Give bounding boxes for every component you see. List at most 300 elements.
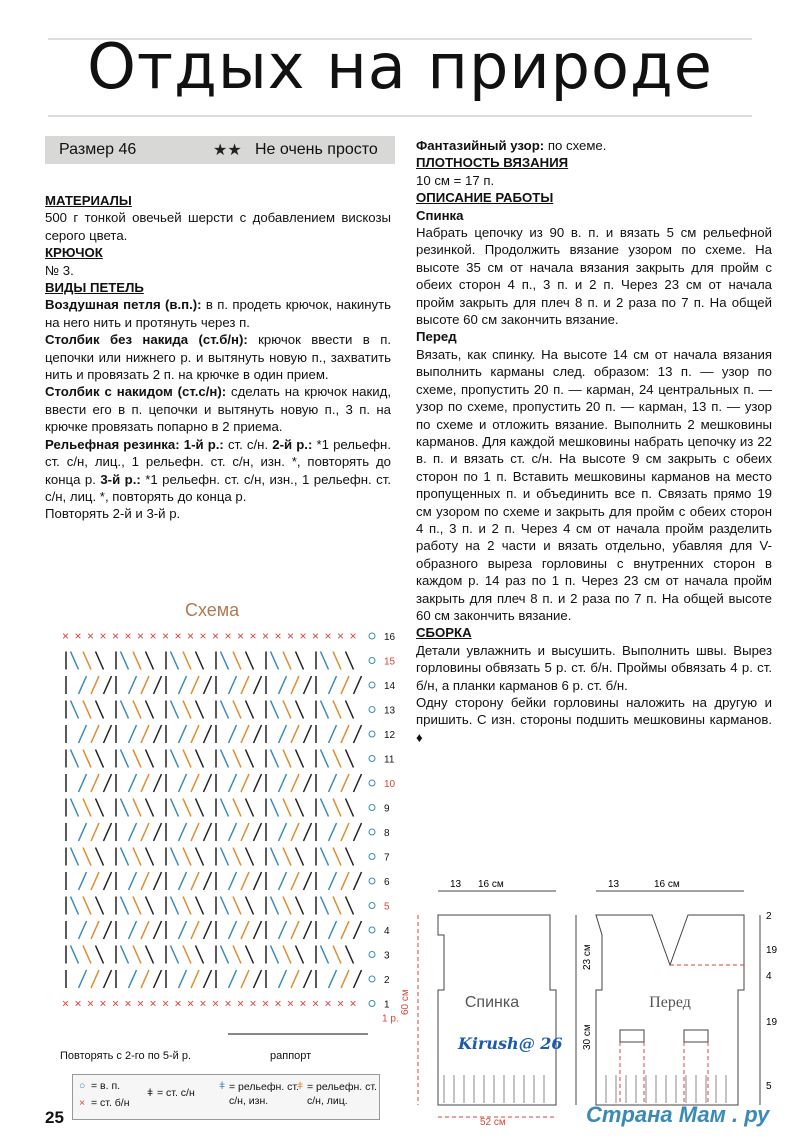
chart-stitch-symbol bbox=[154, 872, 162, 890]
chart-sc-symbol: × bbox=[199, 996, 207, 1011]
chart-row-number: 5 bbox=[384, 901, 390, 913]
chart-stitch-symbol bbox=[279, 774, 287, 792]
chart-stitch-symbol bbox=[241, 970, 249, 988]
chart-chain-symbol bbox=[369, 682, 375, 688]
chart-stitch-symbol bbox=[291, 774, 299, 792]
chart-sc-symbol: × bbox=[287, 629, 295, 643]
chart-stitch-symbol bbox=[71, 799, 79, 817]
chart-stitch-symbol bbox=[71, 652, 79, 670]
page-title: Отдых на природе bbox=[87, 30, 713, 103]
chart-stitch-symbol bbox=[333, 799, 341, 817]
chart-sc-symbol: × bbox=[199, 629, 207, 643]
chart-stitch-symbol bbox=[321, 946, 329, 964]
chart-stitch-symbol bbox=[246, 750, 254, 768]
chart-sc-symbol: × bbox=[299, 996, 307, 1011]
chart-stitch-symbol bbox=[341, 872, 349, 890]
rib-para bbox=[45, 436, 391, 506]
difficulty-stars-icon: ★★ bbox=[213, 142, 242, 159]
chart-stitch-symbol bbox=[191, 676, 199, 694]
chart-stitch-symbol bbox=[91, 823, 99, 841]
chart-stitch-symbol bbox=[204, 676, 212, 694]
chart-stitch-symbol bbox=[233, 652, 241, 670]
chart-sc-symbol: × bbox=[149, 996, 157, 1011]
chart-stitch-symbol bbox=[346, 799, 354, 817]
chart-stitch-symbol bbox=[279, 970, 287, 988]
chart-stitch-symbol bbox=[104, 774, 112, 792]
chart-sc-symbol: × bbox=[287, 996, 295, 1011]
assembly-text-1: Детали увлажнить и высушить. Выполнить швы. Вырез горловины обвязать 5 р. ст. б/н. Проймы обвязать 4 р. ст. б/н, а планки карманов 6 р. ст. б/н. bbox=[416, 642, 772, 693]
chart-stitch-symbol bbox=[171, 799, 179, 817]
chart-stitch-symbol bbox=[179, 823, 187, 841]
chart-stitch-symbol bbox=[341, 676, 349, 694]
chart-stitch-symbol bbox=[204, 823, 212, 841]
chart-stitch-symbol bbox=[141, 970, 149, 988]
chart-stitch-symbol bbox=[121, 652, 129, 670]
chart-stitch-symbol bbox=[204, 774, 212, 792]
legend-sc: = ст. б/н bbox=[91, 1097, 130, 1109]
chart-stitch-symbol bbox=[191, 872, 199, 890]
chart-stitch-symbol bbox=[179, 774, 187, 792]
chart-stitch-symbol bbox=[91, 725, 99, 743]
chart-stitch-symbol bbox=[191, 774, 199, 792]
chart-stitch-symbol bbox=[246, 946, 254, 964]
chart-sc-symbol: × bbox=[324, 629, 332, 643]
chart-stitch-symbol bbox=[341, 970, 349, 988]
size-bar bbox=[45, 136, 395, 164]
chart-stitch-symbol bbox=[121, 848, 129, 866]
chart-stitch-symbol bbox=[146, 652, 154, 670]
chart-sc-symbol: × bbox=[87, 996, 95, 1011]
chart-stitch-symbol bbox=[254, 725, 262, 743]
sc-legend-icon: × bbox=[79, 1097, 86, 1109]
chart-stitch-symbol bbox=[329, 676, 337, 694]
chart-stitch-symbol bbox=[229, 823, 237, 841]
chart-stitch-symbol bbox=[141, 921, 149, 939]
chart-stitch-symbol bbox=[183, 799, 191, 817]
chart-stitch-symbol bbox=[196, 750, 204, 768]
chart-stitch-symbol bbox=[279, 725, 287, 743]
chart-stitch-symbol bbox=[83, 848, 91, 866]
chart-sc-symbol: × bbox=[99, 996, 107, 1011]
chart-sc-symbol: × bbox=[62, 996, 70, 1011]
chart-sc-symbol: × bbox=[174, 996, 182, 1011]
chart-stitch-symbol bbox=[304, 970, 312, 988]
sc-stitch-para bbox=[45, 331, 391, 383]
fancy-para bbox=[416, 137, 772, 154]
chart-stitch-symbol bbox=[279, 676, 287, 694]
chart-stitch-symbol bbox=[279, 921, 287, 939]
chart-stitch-symbol bbox=[354, 872, 362, 890]
chart-stitch-symbol bbox=[83, 799, 91, 817]
chart-stitch-symbol bbox=[341, 823, 349, 841]
chart-stitch-symbol bbox=[354, 725, 362, 743]
chart-row-number: 9 bbox=[384, 803, 390, 815]
chart-stitch-symbol bbox=[104, 823, 112, 841]
chart-row-number: 3 bbox=[384, 950, 390, 962]
chart-stitch-symbol bbox=[329, 970, 337, 988]
chart-sc-symbol: × bbox=[124, 629, 132, 643]
chart-row-number: 13 bbox=[384, 705, 396, 717]
chart-stitch-symbol bbox=[71, 701, 79, 719]
crochet-chart bbox=[38, 622, 408, 1042]
chart-stitch-symbol bbox=[183, 652, 191, 670]
chart-stitch-symbol bbox=[154, 970, 162, 988]
chart-stitch-symbol bbox=[221, 701, 229, 719]
gauge-text: 10 см = 17 п. bbox=[416, 172, 495, 188]
chart-stitch-symbol bbox=[146, 848, 154, 866]
materials-heading: МАТЕРИАЛЫ bbox=[45, 193, 132, 208]
dim-right-2: 19 bbox=[766, 945, 778, 956]
rib-text-3: *1 рельефн. ст. с/н, изн., 1 рельефн. ст. с/н, лиц. *, повторять до конца р. bbox=[45, 471, 391, 504]
chart-stitch-symbol bbox=[221, 750, 229, 768]
chart-stitch-symbol bbox=[154, 823, 162, 841]
chart-row-number: 4 bbox=[384, 926, 390, 937]
chart-stitch-symbol bbox=[129, 872, 137, 890]
relief-purl-legend-icon: ǂ bbox=[219, 1080, 226, 1092]
rapport-label: раппорт bbox=[270, 1050, 312, 1062]
chart-stitch-symbol bbox=[171, 750, 179, 768]
chart-stitch-symbol bbox=[79, 774, 87, 792]
chart-stitch-symbol bbox=[171, 652, 179, 670]
back-text: Набрать цепочку из 90 в. п. и вязать 5 см рельефной резинкой. Продолжить вязание узором по схеме. На высоте 35 см от начала вязания закрыть для пройм с обеих сторон 4 п., 3 п. и 2 п. Через 23 см от начала пройм закрыть для плеч 8 п. и 2 раза по 7 п. На общей высоте 60 см закончить вязание. bbox=[416, 225, 772, 328]
chart-stitch-symbol bbox=[254, 921, 262, 939]
chart-stitch-symbol bbox=[333, 750, 341, 768]
chart-stitch-symbol bbox=[271, 799, 279, 817]
chart-stitch-symbol bbox=[341, 774, 349, 792]
chart-stitch-symbol bbox=[129, 725, 137, 743]
chart-stitch-symbol bbox=[241, 921, 249, 939]
hook-heading: КРЮЧОК bbox=[45, 245, 103, 261]
chart-stitch-symbol bbox=[246, 652, 254, 670]
watermark: Страна Мам . ру bbox=[586, 1102, 770, 1127]
chart-stitch-symbol bbox=[204, 725, 212, 743]
dc-legend-icon: ǂ bbox=[147, 1087, 154, 1099]
rib-text-1: ст. с/н. bbox=[223, 436, 273, 452]
dim-height: 60 см bbox=[400, 989, 411, 1015]
chart-stitch-symbol bbox=[96, 848, 104, 866]
chart-stitch-symbol bbox=[354, 823, 362, 841]
chart-sc-symbol: × bbox=[174, 629, 182, 643]
sc-term: Столбик без накида (ст.б/н): bbox=[45, 332, 248, 348]
chain-legend-icon: ○ bbox=[79, 1080, 86, 1092]
chart-stitch-symbol bbox=[71, 750, 79, 768]
chart-stitch-symbol bbox=[346, 750, 354, 768]
chart-stitch-symbol bbox=[191, 823, 199, 841]
chart-stitch-symbol bbox=[104, 676, 112, 694]
legend-chain: = в. п. bbox=[91, 1080, 121, 1092]
chart-stitch-symbol bbox=[96, 652, 104, 670]
dim-right-1: 2 bbox=[766, 911, 772, 922]
back-label: Спинка bbox=[464, 994, 520, 1011]
chart-sc-symbol: × bbox=[262, 629, 270, 643]
chart-stitch-symbol bbox=[304, 823, 312, 841]
chart-chain-symbol bbox=[369, 633, 375, 639]
chart-stitch-symbol bbox=[146, 897, 154, 915]
chart-sc-symbol: × bbox=[74, 996, 82, 1011]
chart-stitch-symbol bbox=[79, 725, 87, 743]
chart-stitch-symbol bbox=[121, 701, 129, 719]
chart-stitch-symbol bbox=[71, 946, 79, 964]
red-dimension-lines bbox=[418, 915, 744, 1117]
chart-stitch-symbol bbox=[241, 725, 249, 743]
chart-stitch-symbol bbox=[133, 701, 141, 719]
chart-chain-symbol bbox=[369, 878, 375, 884]
chart-stitch-symbol bbox=[129, 676, 137, 694]
chart-stitch-symbol bbox=[121, 946, 129, 964]
chart-stitch-symbol bbox=[346, 652, 354, 670]
chart-stitch-symbol bbox=[196, 848, 204, 866]
chart-stitch-symbol bbox=[346, 897, 354, 915]
chart-stitch-symbol bbox=[354, 676, 362, 694]
chart-stitch-symbol bbox=[271, 750, 279, 768]
chart-stitch-symbol bbox=[291, 921, 299, 939]
chart-stitch-symbol bbox=[154, 921, 162, 939]
chart-row-number: 8 bbox=[384, 828, 390, 839]
chart-sc-symbol: × bbox=[349, 629, 357, 643]
chart-stitch-symbol bbox=[296, 946, 304, 964]
chart-chain-symbol bbox=[369, 1001, 375, 1007]
chart-stitch-symbol bbox=[196, 946, 204, 964]
chart-stitch-symbol bbox=[333, 946, 341, 964]
signature: Kirush@ 26 bbox=[458, 1034, 563, 1053]
fancy-term: Фантазийный узор: bbox=[416, 138, 545, 153]
back-heading: Спинка bbox=[416, 207, 464, 223]
chart-stitch-symbol bbox=[183, 848, 191, 866]
chart-stitch-symbol bbox=[196, 701, 204, 719]
chart-sc-symbol: × bbox=[312, 629, 320, 643]
relief-knit-legend-icon: ǂ bbox=[297, 1080, 304, 1092]
chart-stitch-symbol bbox=[321, 750, 329, 768]
chart-stitch-symbol bbox=[146, 750, 154, 768]
chart-stitch-symbol bbox=[83, 897, 91, 915]
chart-stitch-symbol bbox=[291, 872, 299, 890]
chart-sc-symbol: × bbox=[87, 629, 95, 643]
chart-chain-symbol bbox=[369, 952, 375, 958]
chart-stitch-symbol bbox=[91, 921, 99, 939]
chart-stitch-symbol bbox=[96, 946, 104, 964]
chart-stitch-symbol bbox=[229, 725, 237, 743]
chart-stitch-symbol bbox=[233, 701, 241, 719]
chart-stitch-symbol bbox=[133, 750, 141, 768]
chart-stitch-symbol bbox=[141, 725, 149, 743]
chart-chain-symbol bbox=[369, 976, 375, 982]
chart-stitch-symbol bbox=[204, 970, 212, 988]
chart-stitch-symbol bbox=[271, 701, 279, 719]
chart-stitch-symbol bbox=[179, 725, 187, 743]
chart-row-number: 10 bbox=[384, 779, 396, 790]
rib-row-2: 2-й р.: bbox=[272, 436, 313, 452]
chart-stitch-symbol bbox=[133, 848, 141, 866]
chart-stitch-symbol bbox=[129, 774, 137, 792]
schema-title: Схема bbox=[185, 600, 240, 620]
chart-stitch-symbol bbox=[221, 848, 229, 866]
chart-stitch-symbol bbox=[279, 872, 287, 890]
dim-right-4: 19 bbox=[766, 1017, 778, 1028]
chart-chain-symbol bbox=[369, 756, 375, 762]
chart-stitch-symbol bbox=[283, 946, 291, 964]
chart-sc-symbol: × bbox=[62, 629, 70, 643]
chart-stitch-symbol bbox=[283, 848, 291, 866]
chart-stitch-symbol bbox=[171, 701, 179, 719]
sc-text: крючок ввести в п. цепочки или нижнего р. и вытянуть новую п., захватить нить и провязать 2 п. на крючке в один прием. bbox=[45, 332, 392, 383]
chart-stitch-symbol bbox=[321, 701, 329, 719]
chart-stitch-symbol bbox=[91, 872, 99, 890]
chart-stitch-symbol bbox=[121, 897, 129, 915]
chart-stitch-symbol bbox=[229, 774, 237, 792]
chart-chain-symbol bbox=[369, 780, 375, 786]
chart-sc-symbol: × bbox=[187, 996, 195, 1011]
left-pocket bbox=[620, 1030, 644, 1042]
chart-stitch-symbol bbox=[141, 823, 149, 841]
chart-chain-symbol bbox=[369, 854, 375, 860]
chart-stitch-symbol bbox=[71, 897, 79, 915]
chart-sc-symbol: × bbox=[274, 629, 282, 643]
chart-stitch-symbol bbox=[246, 701, 254, 719]
dim-width: 52 см bbox=[480, 1117, 506, 1125]
chart-chain-symbol bbox=[369, 829, 375, 835]
chart-stitch-symbol bbox=[241, 774, 249, 792]
chart-stitch-symbol bbox=[283, 897, 291, 915]
chart-stitch-symbol bbox=[246, 897, 254, 915]
chart-stitch-symbol bbox=[146, 799, 154, 817]
legend-relief-purl: = рельефн. ст. с/н, изн. bbox=[229, 1081, 299, 1107]
chart-stitch-symbol bbox=[154, 725, 162, 743]
chart-stitch-symbol bbox=[83, 701, 91, 719]
chart-sc-symbol: × bbox=[249, 996, 257, 1011]
chart-stitch-symbol bbox=[83, 750, 91, 768]
chart-stitch-symbol bbox=[329, 774, 337, 792]
chart-stitch-symbol bbox=[96, 799, 104, 817]
chart-stitch-symbol bbox=[229, 970, 237, 988]
chart-chain-symbol bbox=[369, 658, 375, 664]
chart-stitch-symbol bbox=[121, 799, 129, 817]
chart-stitch-symbol bbox=[91, 774, 99, 792]
chart-sc-symbol: × bbox=[262, 996, 270, 1011]
chart-stitch-symbol bbox=[171, 848, 179, 866]
chart-stitch-symbol bbox=[329, 921, 337, 939]
chart-stitch-symbol bbox=[296, 897, 304, 915]
chart-stitch-symbol bbox=[146, 701, 154, 719]
chart-stitch-symbol bbox=[83, 946, 91, 964]
chart-stitch-symbol bbox=[283, 652, 291, 670]
chart-stitch-symbol bbox=[79, 676, 87, 694]
chart-stitch-symbol bbox=[229, 676, 237, 694]
chart-stitch-symbol bbox=[154, 676, 162, 694]
size-label: Размер 46 bbox=[59, 141, 137, 158]
chart-stitch-symbol bbox=[204, 921, 212, 939]
chart-sc-symbol: × bbox=[137, 996, 145, 1011]
page-number: 25 bbox=[45, 1108, 64, 1127]
chart-stitch-symbol bbox=[271, 848, 279, 866]
chart-sc-symbol: × bbox=[112, 996, 120, 1011]
pattern-diagram bbox=[400, 875, 800, 1125]
assembly-heading: СБОРКА bbox=[416, 625, 472, 641]
dim-upper: 23 см bbox=[582, 944, 593, 970]
hook-text: № 3. bbox=[45, 262, 74, 278]
chart-stitch-symbol bbox=[296, 652, 304, 670]
chart-stitch-symbol bbox=[321, 799, 329, 817]
chart-stitch-symbol bbox=[221, 652, 229, 670]
chart-stitch-symbol bbox=[79, 970, 87, 988]
chart-stitch-symbol bbox=[183, 701, 191, 719]
chart-stitch-symbol bbox=[279, 823, 287, 841]
chart-first-row-label: 1 р. bbox=[382, 1013, 399, 1025]
stitches-heading: ВИДЫ ПЕТЕЛЬ bbox=[45, 280, 144, 296]
chart-sc-symbol: × bbox=[349, 996, 357, 1011]
chart-stitch-symbol bbox=[183, 946, 191, 964]
chart-stitch-symbol bbox=[291, 970, 299, 988]
chart-stitch-symbol bbox=[321, 652, 329, 670]
chart-stitch-symbol bbox=[129, 970, 137, 988]
chart-stitch-symbol bbox=[191, 725, 199, 743]
dim-top-front-1: 13 bbox=[608, 879, 620, 890]
chart-stitch-symbol bbox=[333, 652, 341, 670]
dim-right-5: 5 bbox=[766, 1081, 772, 1092]
chart-stitch-symbol bbox=[133, 946, 141, 964]
dim-lower: 30 см bbox=[582, 1024, 593, 1050]
chart-stitch-symbol bbox=[233, 750, 241, 768]
chart-stitch-symbol bbox=[183, 750, 191, 768]
chart-stitch-symbol bbox=[291, 676, 299, 694]
chart-stitch-symbol bbox=[333, 848, 341, 866]
chart-stitch-symbol bbox=[241, 872, 249, 890]
chart-stitch-symbol bbox=[329, 823, 337, 841]
dim-right-3: 4 bbox=[766, 971, 772, 982]
chart-stitch-symbol bbox=[121, 750, 129, 768]
chart-stitch-symbol bbox=[221, 946, 229, 964]
assembly-text-2: Одну сторону бейки горловины наложить на другую и пришить. С изн. стороны подшить мешковины карманов. ♦ bbox=[416, 695, 772, 745]
chart-stitch-symbol bbox=[104, 921, 112, 939]
chart-stitch-symbol bbox=[196, 652, 204, 670]
gauge-heading: ПЛОТНОСТЬ ВЯЗАНИЯ bbox=[416, 155, 569, 171]
chart-sc-symbol: × bbox=[312, 996, 320, 1011]
materials-text: 500 г тонкой овечьей шерсти с добавлением вискозы серого цвета. bbox=[45, 210, 391, 243]
chart-sc-symbol: × bbox=[149, 629, 157, 643]
chart-row-number: 16 bbox=[384, 632, 396, 643]
chart-stitch-symbol bbox=[104, 725, 112, 743]
chart-stitch-symbol bbox=[104, 970, 112, 988]
chart-stitch-symbol bbox=[296, 799, 304, 817]
chart-stitch-symbol bbox=[221, 897, 229, 915]
chart-sc-symbol: × bbox=[162, 629, 170, 643]
fancy-text: по схеме. bbox=[544, 138, 607, 153]
chart-stitch-symbol bbox=[291, 725, 299, 743]
chart-sc-symbol: × bbox=[324, 996, 332, 1011]
chart-stitch-symbol bbox=[254, 774, 262, 792]
chart-sc-symbol: × bbox=[299, 629, 307, 643]
chart-stitch-symbol bbox=[254, 970, 262, 988]
chart-stitch-symbol bbox=[304, 872, 312, 890]
chart-stitch-symbol bbox=[96, 897, 104, 915]
chart-row-number: 6 bbox=[384, 877, 390, 888]
chart-stitch-symbol bbox=[79, 921, 87, 939]
front-label: Перед bbox=[649, 994, 691, 1011]
chart-sc-symbol: × bbox=[237, 629, 245, 643]
chart-stitch-symbol bbox=[354, 970, 362, 988]
chart-stitch-symbol bbox=[304, 676, 312, 694]
chart-stitch-symbol bbox=[91, 970, 99, 988]
chart-stitch-symbol bbox=[191, 921, 199, 939]
chart-stitch-symbol bbox=[71, 848, 79, 866]
chart-chain-symbol bbox=[369, 731, 375, 737]
difficulty-label: Не очень просто bbox=[255, 141, 378, 158]
chart-stitch-symbol bbox=[296, 750, 304, 768]
chart-stitch-symbol bbox=[271, 946, 279, 964]
chart-stitch-symbol bbox=[354, 774, 362, 792]
chart-sc-symbol: × bbox=[224, 996, 232, 1011]
chart-stitch-symbol bbox=[304, 774, 312, 792]
chart-stitch-symbol bbox=[196, 897, 204, 915]
